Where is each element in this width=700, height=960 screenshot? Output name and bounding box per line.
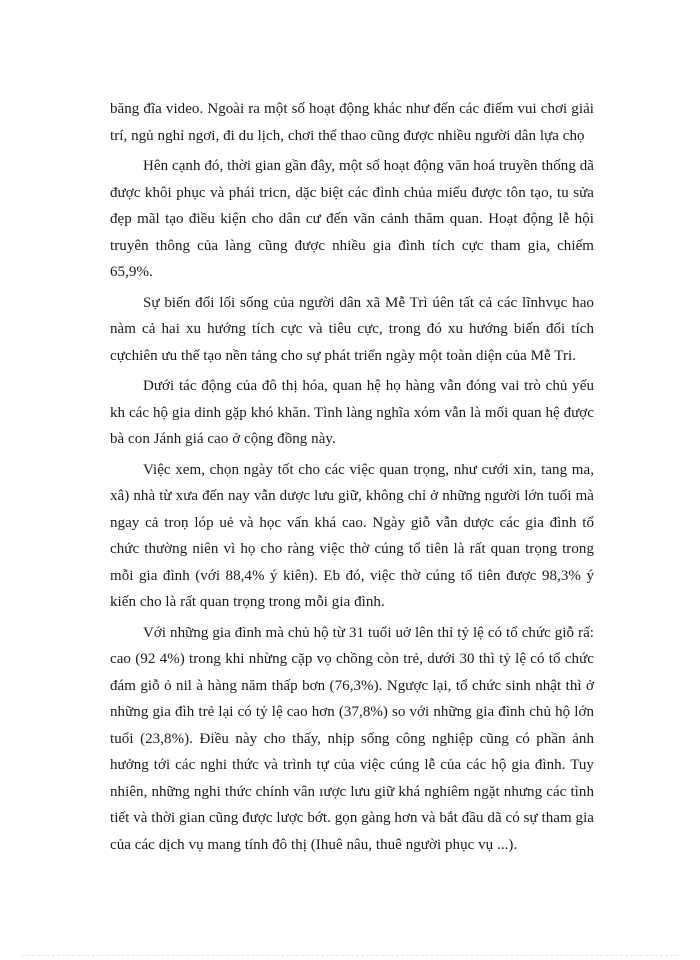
- paragraph-5: Việc xem, chọn ngày tốt cho các việc quan trọng, như cưới xin, tang ma, xâ) nhà từ xưa đến nay vẫn dược lưu giữ, không chỉ ở những người lớn tuổi mà ngay cả troṇ lóp uẻ và học vấn khá cao. Ngày giỗ vẫn dược các gia đình tổ chức thường niên vì họ cho ràng việc thờ cúng tổ tiên là rất quan trọng trong mỗi gia đình (với 88,4% ý kiên). Eb đó, việc thờ cúng tổ tiên được 98,3% ý kiến cho là rất quan trọng trong mỗi gia đình.: [110, 461, 594, 610]
- paragraph-6: Với những gia đình mà chủ hộ từ 31 tuổi uở lên thỉ tỷ lệ có tổ chức giỗ rấ: cao (92 4%) trong khi nhừng cặp vọ chồng còn trẻ, dưới 30 thì tỷ lệ có tổ chức đám giỗ ỏ nil à hàng năm thấp bơn (76,3%). Ngược lại, tổ chức sinh nhật thì ở những gia đìh trẻ lại có tỷ lệ cao hơn (37,8%) so với những gia đình chủ hộ lớn tuổi (23,8%). Điều này cho thấy, nhịp sống công nghiệp cũng có phần ảnh hưởng tới các nghi thức và trình tự của việc cúng lễ của các hộ gia đình. Tuy nhiên, những nghi thức chính vân ıược lưu giữ khá nghiêm ngặt nhưng các tình tiết và thời gian cũng được lược bớt. gọn gàng hơn và bắt đầu dã có sự tham gia của các dịch vụ mang tính đô thị (Ihuê nâu, thuê người phục vụ ...).: [110, 624, 594, 853]
- paragraph-3: Sự biến đổi lối sống của người dân xã Mễ Trì úên tất cả các lĩnhvục hao nàm cả hai xu hướng tích cực và tiêu cực, trong đó xu hướng biến đổi tích cựchiên ưu thế tạo nền tảng cho sự phát triển ngày một toàn diện của Mễ Tri.: [110, 294, 594, 364]
- paragraph-1: băng đĩa video. Ngoài ra một số hoạt động khác như đến các điểm vui chơi giải trí, ngủ nghỉ ngơi, đi du lịch, chơi thể thao cũng được nhiều người dân lựa chọ: [110, 101, 594, 144]
- paragraph-4: Dưới tác động của đô thị hóa, quan hệ họ hàng vẫn đóng vai trò chủ yếu kh các hộ gia dinh gặp khó khăn. Tình làng nghĩa xóm vẫn là mối quan hệ được bà con Jánh giá cao ở cộng đồng này.: [110, 378, 594, 447]
- document-body: [110, 96, 594, 862]
- paragraph-2: Hên cạnh đó, thời gian gần đây, một số hoạt động văn hoá truyền thống dã được khôi phục và phái tricn, dặc biệt các đình chủa miếu được tôn tạo, tu sửa đẹp mãl tạo điều kiện cho dân cư đến vãn cảnh thăm quan. Hoạt động lễ hội truyên thông của làng cũng được nhiều gia đình tích cực tham gia, chiếm 65,9%.: [110, 158, 594, 280]
- page-bottom-divider: [22, 955, 678, 956]
